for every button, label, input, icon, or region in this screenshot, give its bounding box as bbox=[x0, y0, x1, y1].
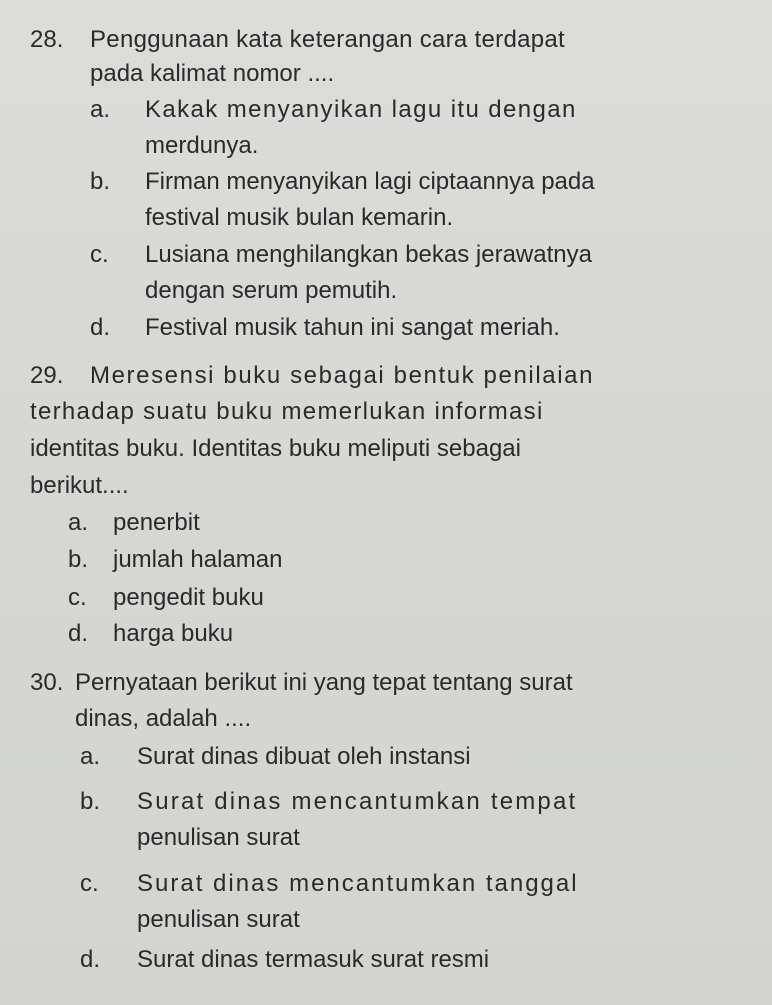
option-text-line: Firman menyanyikan lagi ciptaannya pada bbox=[145, 168, 595, 195]
option-text-line: Lusiana menghilangkan bekas jerawatnya bbox=[145, 241, 592, 268]
option-text-line: pengedit buku bbox=[113, 584, 264, 611]
option-text-line: harga buku bbox=[113, 620, 234, 647]
option-label: b. bbox=[80, 788, 101, 815]
option-text-line: Surat dinas termasuk surat resmi bbox=[137, 946, 490, 973]
option-label: a. bbox=[80, 743, 101, 770]
option-label: c. bbox=[68, 584, 87, 611]
question-stem-line: Penggunaan kata keterangan cara terdapat bbox=[90, 26, 566, 53]
question-stem-line: berikut.... bbox=[30, 472, 129, 499]
question-stem-line: Pernyataan berikut ini yang tepat tentang surat bbox=[75, 669, 573, 696]
option-label: c. bbox=[80, 870, 99, 897]
option-text-line: Surat dinas mencantumkan tempat bbox=[137, 788, 578, 815]
option-label: d. bbox=[90, 314, 111, 341]
option-text-line: merdunya. bbox=[145, 132, 259, 159]
question-number: 28. bbox=[30, 26, 64, 53]
question-number: 30. bbox=[30, 669, 64, 696]
option-text-line: Surat dinas dibuat oleh instansi bbox=[137, 743, 471, 770]
option-label: d. bbox=[80, 946, 101, 973]
option-label: a. bbox=[68, 509, 89, 536]
option-text-line: Surat dinas mencantumkan tanggal bbox=[137, 870, 579, 897]
question-stem-line: pada kalimat nomor .... bbox=[90, 60, 335, 87]
question-stem-line: dinas, adalah .... bbox=[75, 705, 252, 732]
option-text-line: dengan serum pemutih. bbox=[145, 277, 398, 304]
option-text-line: penerbit bbox=[113, 509, 200, 536]
option-text-line: Festival musik tahun ini sangat meriah. bbox=[145, 314, 560, 341]
question-stem-line: terhadap suatu buku memerlukan informasi bbox=[30, 398, 544, 425]
question-stem-line: identitas buku. Identitas buku meliputi sebagai bbox=[30, 435, 521, 462]
option-label: c. bbox=[90, 241, 109, 268]
option-label: b. bbox=[68, 546, 89, 573]
option-label: a. bbox=[90, 96, 111, 123]
option-text-line: penulisan surat bbox=[137, 906, 300, 933]
option-text-line: penulisan surat bbox=[137, 824, 300, 851]
question-stem-line: Meresensi buku sebagai bentuk penilaian bbox=[90, 362, 595, 389]
option-label: b. bbox=[90, 168, 111, 195]
question-number: 29. bbox=[30, 362, 64, 389]
option-text-line: Kakak menyanyikan lagu itu dengan bbox=[145, 96, 577, 123]
option-text-line: jumlah halaman bbox=[113, 546, 283, 573]
option-label: d. bbox=[68, 620, 89, 647]
option-text-line: festival musik bulan kemarin. bbox=[145, 204, 454, 231]
